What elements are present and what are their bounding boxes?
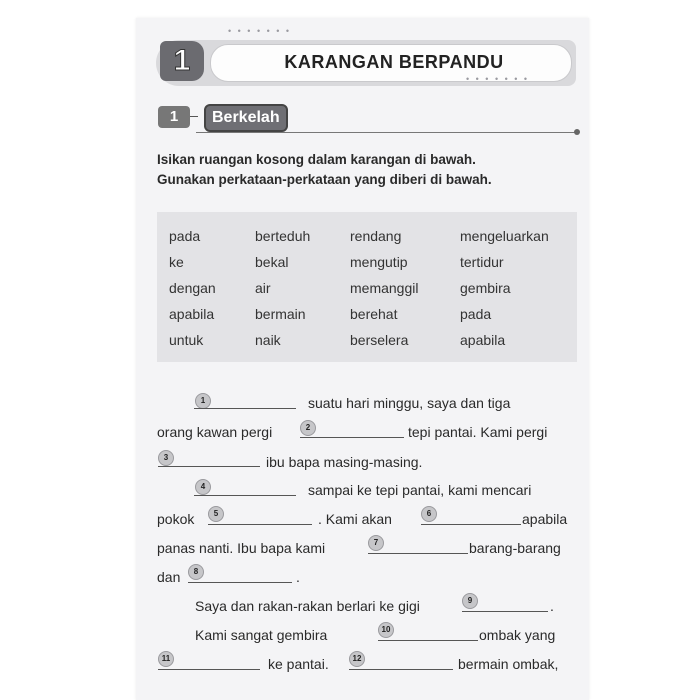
blank-number-badge: 7 [368, 535, 384, 551]
blank-number-badge: 4 [195, 479, 211, 495]
header-dots-top: • • • • • • • [228, 26, 292, 36]
blank-number-badge: 2 [300, 420, 316, 436]
word-bank-item: bekal [255, 254, 289, 270]
page-title: KARANGAN BERPANDU [284, 52, 504, 72]
section-underline-dot [574, 129, 580, 135]
word-bank-item: mengutip [350, 254, 408, 270]
passage-text: suatu hari minggu, saya dan tiga [308, 395, 511, 411]
blank-number-badge: 11 [158, 651, 174, 667]
word-bank-item: berselera [350, 332, 409, 348]
word-bank-item: bermain [255, 306, 306, 322]
worksheet-page [136, 18, 589, 700]
blank-number-badge: 5 [208, 506, 224, 522]
passage-text: barang-barang [469, 540, 561, 556]
passage-text: tepi pantai. Kami pergi [408, 424, 548, 440]
instruction-line-2: Gunakan perkataan-perkataan yang diberi di bawah. [157, 172, 492, 187]
word-bank-item: apabila [460, 332, 506, 348]
word-bank-item: memanggil [350, 280, 419, 296]
blank-10-field[interactable] [378, 640, 478, 641]
passage-text: . Kami akan [318, 511, 392, 527]
passage-text: apabila [522, 511, 568, 527]
word-bank-item: pada [460, 306, 492, 322]
passage-text: ibu bapa masing-masing. [266, 454, 423, 470]
passage-text: panas nanti. Ibu bapa kami [157, 540, 326, 556]
blank-number-badge: 1 [195, 393, 211, 409]
instruction-line-1: Isikan ruangan kosong dalam karangan di bawah. [157, 152, 476, 167]
blank-number-badge: 9 [462, 593, 478, 609]
word-bank-item: untuk [169, 332, 204, 348]
section-underline [196, 132, 576, 133]
blank-6-field[interactable] [421, 524, 521, 525]
word-bank-item: gembira [460, 280, 511, 296]
passage-text: orang kawan pergi [157, 424, 273, 440]
word-bank-item: naik [255, 332, 281, 348]
blank-number-badge: 10 [378, 622, 394, 638]
blank-5-field[interactable] [208, 524, 312, 525]
blank-number-badge: 3 [158, 450, 174, 466]
word-bank-item: apabila [169, 306, 215, 322]
word-bank-item: mengeluarkan [460, 228, 549, 244]
blank-12-field[interactable] [349, 669, 453, 670]
section-connector [190, 116, 198, 117]
blank-11-field[interactable] [158, 669, 260, 670]
passage-text: sampai ke tepi pantai, kami mencari [308, 482, 532, 498]
word-bank-item: rendang [350, 228, 402, 244]
blank-3-field[interactable] [158, 466, 260, 467]
blank-2-field[interactable] [300, 437, 404, 438]
passage-text: Kami sangat gembira [195, 627, 328, 643]
blank-number-badge: 12 [349, 651, 365, 667]
passage-text: . [296, 569, 300, 585]
passage-text: dan [157, 569, 181, 585]
passage-text: ke pantai. [268, 656, 329, 672]
blank-1-field[interactable] [194, 408, 296, 409]
word-bank-item: ke [169, 254, 184, 270]
word-bank-item: tertidur [460, 254, 504, 270]
passage-text: Saya dan rakan-rakan berlari ke gigi [195, 598, 420, 614]
word-bank-item: pada [169, 228, 201, 244]
header-dots-bottom: • • • • • • • [466, 74, 530, 84]
instruction [157, 150, 582, 190]
blank-4-field[interactable] [194, 495, 296, 496]
word-bank-item: air [255, 280, 271, 296]
passage-text: pokok [157, 511, 195, 527]
blank-8-field[interactable] [188, 582, 292, 583]
word-bank-item: berehat [350, 306, 398, 322]
passage-text: ombak yang [479, 627, 556, 643]
word-bank-item: berteduh [255, 228, 311, 244]
blank-9-field[interactable] [462, 611, 548, 612]
word-bank-item: dengan [169, 280, 216, 296]
section-label: Berkelah [204, 104, 288, 132]
blank-7-field[interactable] [368, 553, 468, 554]
passage-text: . [550, 598, 554, 614]
chapter-number: 1 [160, 41, 204, 81]
word-bank [157, 212, 577, 362]
section-number: 1 [158, 106, 190, 128]
blank-number-badge: 8 [188, 564, 204, 580]
passage-text: bermain ombak, [458, 656, 559, 672]
blank-number-badge: 6 [421, 506, 437, 522]
